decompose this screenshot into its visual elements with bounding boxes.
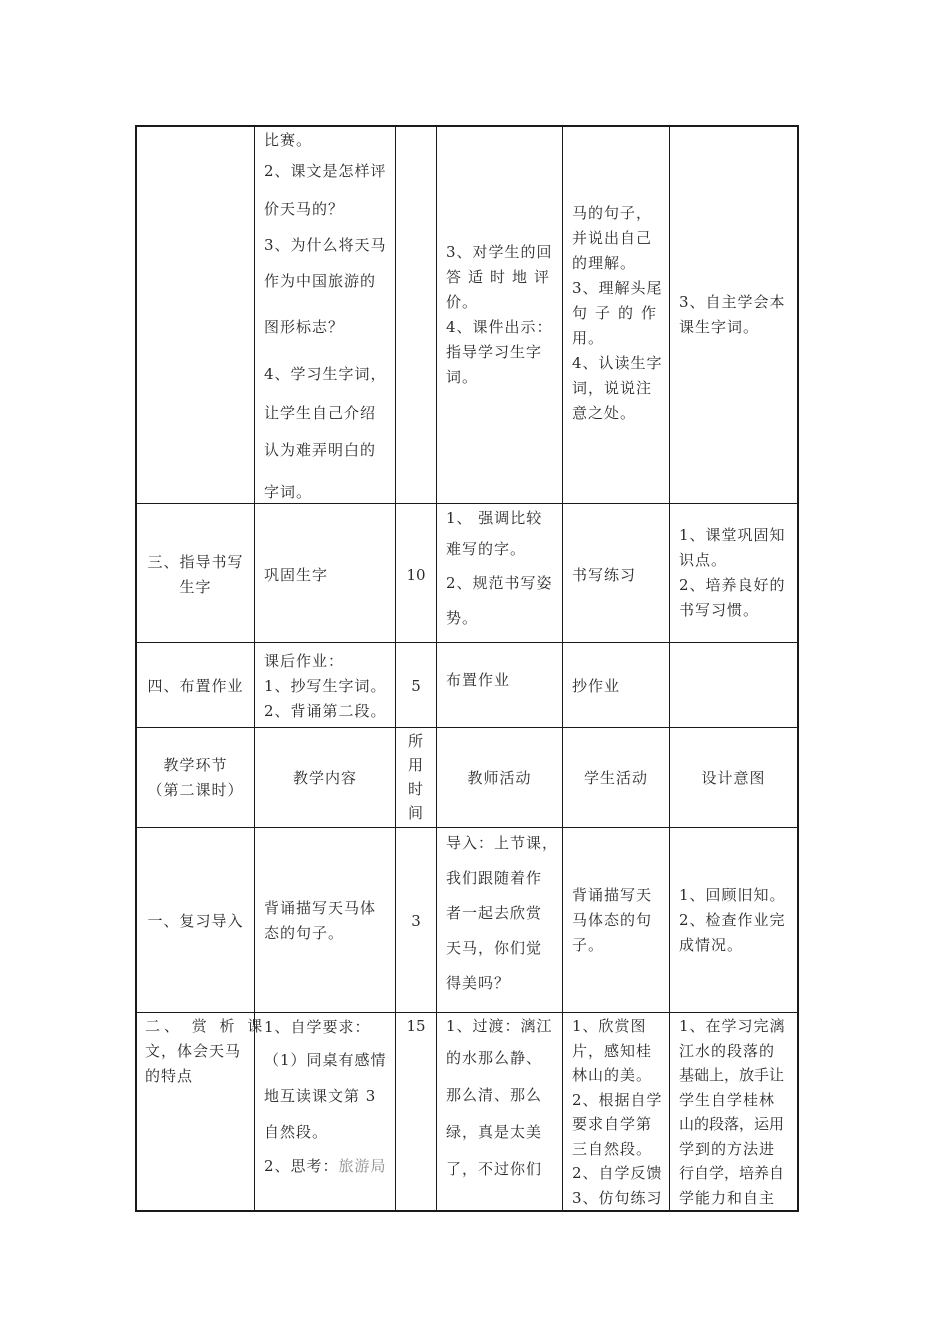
cell-line: 势。: [446, 609, 479, 627]
row1-time-cell: [396, 563, 436, 588]
row1-student-cell: [572, 563, 636, 588]
row5-section-cell: [145, 1014, 266, 1089]
cell-line: 5: [411, 677, 421, 695]
row0-intent-cell: [679, 290, 786, 340]
cell-line: 态的句子。: [264, 924, 345, 942]
cell-line: 3、对学生的回: [446, 243, 553, 261]
row0-teacher-cell: [446, 240, 556, 390]
row2-teacher-cell: [446, 668, 510, 693]
cell-line: 马体态的句: [572, 911, 653, 929]
row5-teacher-cell: [446, 1012, 553, 1188]
cell-line: 教学内容: [292, 769, 357, 787]
cell-line: 2、检查作业完: [679, 911, 786, 929]
table-border-bottom: [135, 1210, 799, 1212]
table-border-right: [797, 125, 799, 1212]
cell-line: 者一起去欣赏: [446, 904, 543, 922]
row-divider: [135, 503, 799, 504]
header-section-cell: [137, 753, 254, 803]
column-divider: [669, 125, 670, 1212]
cell-line: 马的句子，: [572, 204, 653, 222]
row2-student-cell: [572, 674, 620, 699]
cell-line: 2、自学反馈: [572, 1164, 663, 1182]
cell-line: 成情况。: [679, 936, 744, 954]
cell-line: 1、在学习完漓: [679, 1017, 786, 1035]
cell-line: 答适时地评: [446, 268, 557, 286]
cell-line: 导入：上节课，: [446, 834, 559, 852]
cell-line: 要求自学第: [572, 1115, 653, 1133]
row4-section-cell: [137, 909, 254, 934]
cell-line: 学到的方法进: [679, 1139, 776, 1158]
cell-line: 山的段落，运用: [679, 1115, 785, 1133]
row4-student-cell: [572, 883, 652, 958]
table-border-left: [135, 125, 137, 1212]
table-border-top: [135, 125, 799, 127]
cell-text: 2、思考：: [264, 1157, 339, 1175]
cell-line: 4、学习生字词，: [264, 365, 387, 383]
cell-line: 书写练习: [572, 566, 637, 584]
cell-line: 词。: [446, 368, 479, 386]
cell-line: 我们跟随着作: [446, 869, 543, 887]
header-teacher-cell: [437, 766, 562, 791]
cell-line: 的水那么静、: [446, 1049, 543, 1067]
cell-line: 2、规范书写姿: [446, 574, 553, 592]
cell-line: 1、抄写生字词。: [264, 677, 387, 695]
cell-line: 让学生自己介绍: [264, 404, 377, 422]
row2-time-cell: [396, 674, 436, 699]
cell-line: 4、课件出示：: [446, 318, 553, 336]
row2-section-cell: [137, 674, 254, 699]
cell-line: 指导学习生字: [446, 343, 543, 361]
cell-line: 1、回顾旧知。: [679, 886, 786, 904]
column-divider: [395, 125, 396, 1212]
cell-line: 15: [406, 1017, 426, 1035]
cell-line: 了，不过你们: [446, 1160, 543, 1178]
row0-student-cell: [572, 201, 664, 426]
row0-content-cell: [264, 128, 387, 512]
cell-line: 那么清、那么: [446, 1086, 543, 1104]
cell-line: 学能力和自主: [679, 1188, 776, 1207]
cell-line: [264, 1152, 387, 1180]
cell-line: 生字: [179, 578, 212, 596]
cell-line: 基础上，放手让: [679, 1066, 785, 1084]
cell-line: 1、自学要求：: [264, 1018, 371, 1036]
header-time-cell: [396, 729, 436, 825]
cell-line: 字词。: [264, 483, 313, 501]
cell-line: 教师活动: [467, 769, 532, 787]
cell-line: 1、 强调比较: [446, 509, 543, 527]
cell-line: 并说出自己: [572, 229, 653, 247]
row4-time-cell: [396, 909, 436, 934]
cell-line: 意之处。: [572, 404, 637, 422]
cell-line: 1、课堂巩固知: [679, 526, 786, 544]
cell-line: 学生自学桂林: [679, 1090, 776, 1109]
header-student-cell: [563, 766, 669, 791]
header-content-cell: [255, 766, 395, 791]
row4-intent-cell: [679, 883, 786, 958]
cell-line: 3、为什么将天马: [264, 236, 387, 254]
cell-line: 背诵描写天马体: [264, 899, 377, 917]
cell-line: 价。: [446, 293, 479, 311]
cell-line: 10: [406, 566, 426, 584]
cell-line: 2、课文是怎样评: [264, 162, 387, 180]
cell-line: 4、认读生字: [572, 354, 663, 372]
cell-line: 识点。: [679, 551, 728, 569]
column-divider: [562, 125, 563, 1212]
cell-line: 时: [407, 780, 424, 798]
cell-line: 行自学，培养自: [679, 1164, 785, 1182]
row-divider: [135, 642, 799, 643]
cell-line: 认为难弄明白的: [264, 441, 377, 459]
cell-line: 的理解。: [572, 254, 637, 272]
cell-line: 自然段。: [264, 1123, 329, 1141]
cell-line: 巩固生字: [264, 566, 329, 584]
cell-line: 图形标志？: [264, 318, 345, 336]
cell-line: （1）同桌有感情: [264, 1051, 387, 1069]
row5-content-cell: [264, 1014, 387, 1180]
cell-line: 教学环节: [163, 756, 228, 774]
cell-line: 学生活动: [583, 769, 648, 787]
cell-line: 抄作业: [572, 677, 621, 695]
column-divider: [436, 125, 437, 1212]
row1-intent-cell: [679, 523, 786, 623]
cell-text-gray: 旅游局: [338, 1157, 387, 1175]
cell-line: 3、理解头尾: [572, 279, 663, 297]
cell-line: 二、 赏 析 课: [145, 1017, 267, 1035]
cell-line: 3、自主学会本: [679, 293, 786, 311]
cell-line: 得美吗？: [446, 974, 511, 992]
row1-section-cell: [137, 550, 254, 600]
cell-line: 江水的段落的: [679, 1041, 776, 1060]
cell-line: 2、根据自学: [572, 1090, 663, 1109]
row4-content-cell: [264, 896, 376, 946]
cell-line: 2、背诵第二段。: [264, 702, 387, 720]
cell-line: 句子的作: [572, 304, 665, 322]
row1-content-cell: [264, 563, 328, 588]
cell-line: 设计意图: [701, 769, 766, 787]
row2-content-cell: [264, 649, 387, 724]
cell-line: 所: [407, 732, 424, 750]
cell-line: 林山的美。: [572, 1066, 653, 1084]
cell-line: 绿，真是太美: [446, 1123, 543, 1141]
cell-line: 用。: [572, 329, 605, 347]
cell-line: 子。: [572, 936, 605, 954]
cell-line: 四、布置作业: [147, 677, 244, 695]
cell-line: （第二课时）: [147, 781, 244, 799]
cell-line: 课后作业：: [264, 652, 345, 670]
row-divider: [135, 727, 799, 728]
cell-line: 3、仿句练习: [572, 1188, 663, 1207]
cell-line: 地互读课文第 3: [264, 1087, 377, 1105]
cell-line: 2、培养良好的: [679, 576, 786, 594]
cell-line: 1、过渡：漓江: [446, 1017, 553, 1035]
row5-student-cell: [572, 1014, 663, 1210]
cell-line: 难写的字。: [446, 540, 527, 558]
cell-line: 词，说说注: [572, 379, 653, 397]
cell-line: 间: [407, 804, 424, 822]
cell-line: 布置作业: [446, 671, 511, 689]
row1-teacher-cell: [446, 505, 553, 637]
cell-line: 一、复习导入: [147, 912, 244, 930]
cell-line: 天马，你们觉: [446, 939, 543, 957]
cell-line: 价天马的？: [264, 200, 345, 218]
cell-line: 作为中国旅游的: [264, 272, 377, 290]
cell-line: 比赛。: [264, 131, 313, 149]
cell-line: 3: [411, 912, 421, 930]
cell-line: 书写习惯。: [679, 601, 760, 619]
cell-line: 的特点: [145, 1067, 194, 1085]
cell-line: 片，感知桂: [572, 1041, 653, 1060]
cell-line: 1、欣赏图: [572, 1017, 647, 1035]
header-intent-cell: [670, 766, 797, 791]
row5-intent-cell: [679, 1014, 786, 1210]
cell-line: 背诵描写天: [572, 886, 653, 904]
cell-line: 三、指导书写: [147, 553, 244, 571]
row4-teacher-cell: [446, 826, 558, 1001]
row5-time-cell: [396, 1014, 436, 1039]
cell-line: 课生字词。: [679, 318, 760, 336]
cell-line: 用: [407, 756, 424, 774]
cell-line: 三自然段。: [572, 1139, 653, 1158]
cell-line: 文，体会天马: [145, 1042, 242, 1060]
